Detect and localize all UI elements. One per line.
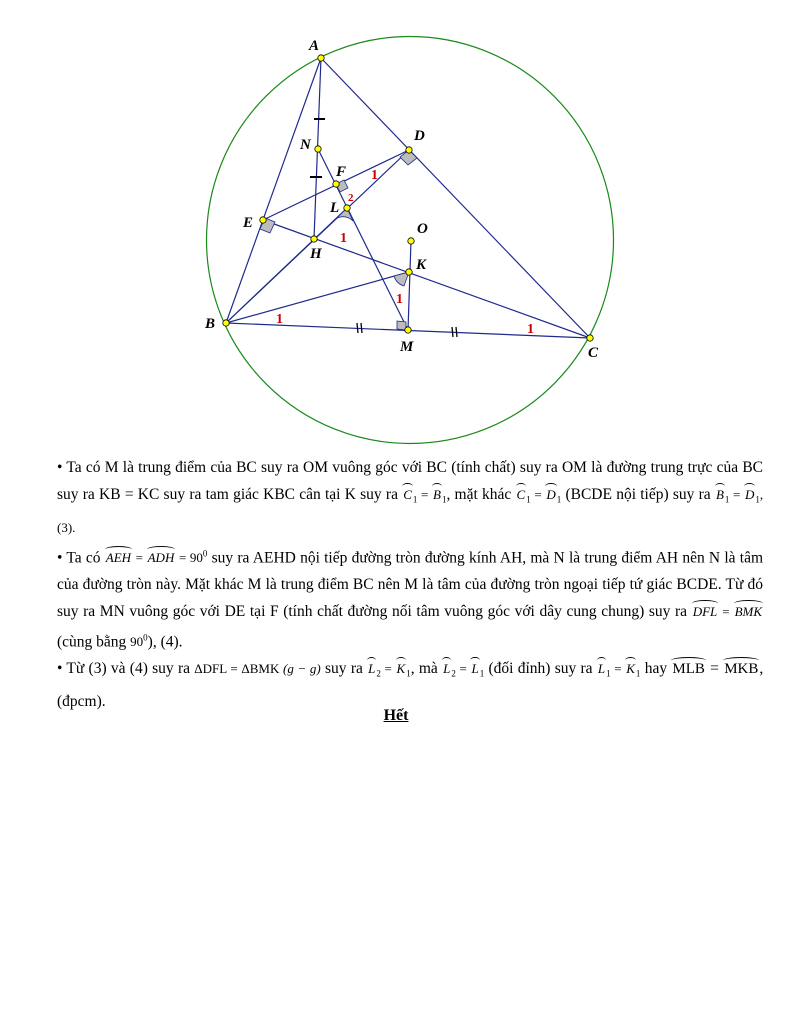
value-90deg	[130, 634, 148, 649]
tick-bm-1	[357, 323, 358, 333]
point-h	[311, 236, 317, 242]
angle-l: L	[597, 661, 606, 677]
point-l	[344, 205, 350, 211]
eq-sign: =	[614, 661, 622, 677]
p3-text-6: , (đpcm).	[57, 660, 764, 710]
eq-sign: =	[733, 487, 741, 502]
angle-label-l1: 1	[340, 231, 347, 246]
triangle-bmk: ΔBMK	[241, 661, 280, 677]
eq-sign: =	[459, 661, 467, 677]
p1-text-4: , (3).	[57, 487, 764, 535]
p3-text-3: , mà	[410, 660, 438, 678]
p1-text-3: (BCDE nội tiếp) suy ra	[565, 486, 711, 503]
eq-sign: =	[135, 549, 143, 565]
angle-label-c1: 1	[527, 322, 534, 337]
right-angle-m	[397, 321, 406, 330]
eq-sign: =	[710, 660, 719, 678]
point-e	[260, 217, 266, 223]
end-marker: Hết	[383, 707, 409, 724]
sub-1: 1	[526, 494, 531, 505]
angle-l: L	[443, 661, 451, 677]
eq-l2-k1	[367, 661, 411, 679]
segment-mn	[318, 149, 408, 330]
label-c: C	[588, 345, 599, 361]
angle-c: C	[403, 487, 412, 502]
segment-ac	[321, 58, 590, 338]
value-90: 90	[189, 549, 203, 565]
p3-text-1: Từ (3) và (4) suy ra	[66, 660, 190, 678]
arc-mkb: MKB	[724, 661, 759, 678]
sub-2: 2	[451, 668, 456, 679]
point-m	[405, 327, 411, 333]
paragraph-2: • Ta có AEH = ADH = $90^0$ suy ra AEHD nội tiếp đường tròn đường kính AH, mà N là trung điểm AH nên N là tâm của đường tròn này. Mặt khác M là trung điểm BC nên M là tâm của đường tròn ngoại tiếp tứ giác BCDE. Từ đó suy ra MN vuông góc với DE tại F (tính chất đường nối tâm vuông góc với dây cung chung) suy ra DFL = BMK (cùng bằng $90^0$), (4).	[57, 548, 764, 651]
angle-l: L	[471, 661, 479, 677]
angle-label-k1: 1	[396, 292, 403, 307]
point-n	[315, 146, 321, 152]
solution-text	[57, 454, 763, 715]
sub-1: 1	[556, 494, 562, 505]
triangle-dfl: ΔDFL	[194, 661, 227, 677]
angle-label-f2: 2	[348, 192, 354, 204]
angle-dfl: DFL	[692, 603, 718, 619]
angle-k: K	[396, 661, 406, 677]
eq-l2-l1	[442, 661, 485, 679]
tick-mc-2	[456, 327, 457, 337]
point-d	[406, 147, 412, 153]
eq-sign: =	[534, 487, 542, 502]
angle-label-b1: 1	[276, 312, 283, 327]
sub-1: 1	[606, 668, 611, 679]
angle-adh: ADH	[147, 549, 175, 565]
tick-mc-1	[452, 327, 453, 337]
arc-mlb: MLB	[672, 661, 705, 678]
angle-d: D	[744, 487, 755, 502]
angle-label-f1: 1	[371, 168, 378, 183]
p2-text-1: Ta có	[66, 548, 101, 566]
label-f: F	[336, 164, 347, 180]
eq-sign: =	[421, 487, 429, 502]
point-o	[408, 238, 414, 244]
sub-1: 1	[479, 668, 485, 679]
angle-aeh: AEH	[105, 549, 132, 565]
p3-text-5: hay	[644, 660, 668, 678]
eq-b1-d1	[715, 487, 760, 505]
p1-text-1: Ta có M là trung điểm của BC suy ra OM vuông góc với BC (tính chất) suy ra OM là đường trung trực của BC suy ra KB = KC suy ra tam giác KBC cân tại K suy ra	[57, 459, 763, 503]
label-e: E	[243, 215, 254, 231]
angle-bmk: BMK	[734, 603, 763, 619]
eq-triangles	[194, 661, 320, 676]
eq-mlb-mkb	[671, 660, 759, 677]
similarity-gg: (g − g)	[283, 661, 321, 677]
eq-dfl-bmk	[692, 604, 763, 619]
eq-sign: =	[384, 661, 392, 677]
angle-d: D	[546, 487, 556, 502]
sub-1: 1	[412, 494, 418, 505]
point-b	[223, 320, 229, 326]
tick-bm-2	[361, 323, 362, 333]
sub-1: 1	[755, 494, 760, 505]
label-m: M	[400, 339, 414, 355]
angle-b: B	[715, 487, 724, 502]
label-l: L	[330, 200, 340, 216]
sub-1: 1	[406, 668, 411, 679]
angle-l: L	[368, 661, 376, 677]
eq-c1-b1	[402, 487, 447, 505]
segment-ab	[226, 58, 321, 323]
label-k: K	[416, 257, 427, 273]
point-k	[406, 269, 412, 275]
label-a: A	[309, 38, 320, 54]
label-b: B	[205, 316, 216, 332]
p2-text-4: ), (4).	[147, 633, 183, 651]
point-a	[318, 55, 324, 61]
angle-b: B	[432, 487, 441, 502]
value-90: 90	[130, 634, 144, 650]
sub-1: 1	[441, 494, 447, 505]
paragraph-3: • Từ (3) và (4) suy ra ΔDFL = ΔBMK (g − g) suy ra $L_2 = K_1$, mà $L_2 = L_1$ (đối đỉnh) suy ra $L_1 = K_1$ hay MLB = MKB, (đpcm).	[57, 660, 764, 710]
label-n: N	[300, 137, 311, 153]
sub-1: 1	[635, 668, 641, 679]
label-d: D	[414, 128, 425, 144]
degree: 0	[202, 548, 208, 559]
eq-sign: =	[722, 603, 730, 619]
point-f	[333, 181, 339, 187]
p2-text-2: suy ra AEHD nội tiếp đường tròn đường kính AH, mà N là trung điểm AH nên N là tâm của đường tròn này. Mặt khác M là trung điểm BC nên M là tâm của đường tròn ngoại tiếp tứ giác BCDE. Từ đó suy ra MN vuông góc với DE tại F (tính chất đường nối tâm vuông góc với dây cung chung) suy ra	[57, 548, 764, 620]
p1-text-2: , mặt khác	[446, 486, 512, 503]
eq-sign: =	[230, 661, 238, 677]
geometry-figure	[0, 0, 792, 450]
segment-om	[408, 241, 411, 330]
sub-2: 2	[376, 668, 381, 679]
eq-c1-d1	[516, 487, 562, 505]
paragraph-1: • Ta có M là trung điểm của BC suy ra OM vuông góc với BC (tính chất) suy ra OM là đường trung trực của BC suy ra KB = KC suy ra tam giác KBC cân tại K suy ra $C_1 = B_1$, mặt khác $C_1 = D_1$ (BCDE nội tiếp) suy ra $B_1 = D_1$, (3).	[57, 459, 764, 535]
label-h: H	[310, 246, 322, 262]
label-o: O	[417, 221, 428, 237]
degree: 0	[143, 632, 148, 643]
eq-l1-k1	[597, 661, 641, 679]
angle-c: C	[516, 487, 526, 502]
eq-aeh-adh	[105, 550, 208, 565]
angle-k: K	[626, 661, 635, 677]
p3-text-2: suy ra	[325, 660, 363, 678]
p3-text-4: (đối đỉnh) suy ra	[488, 660, 593, 678]
eq-sign: =	[178, 549, 187, 565]
point-c	[587, 335, 593, 341]
sub-1: 1	[724, 494, 730, 505]
p2-text-3: (cùng bằng	[57, 633, 127, 651]
